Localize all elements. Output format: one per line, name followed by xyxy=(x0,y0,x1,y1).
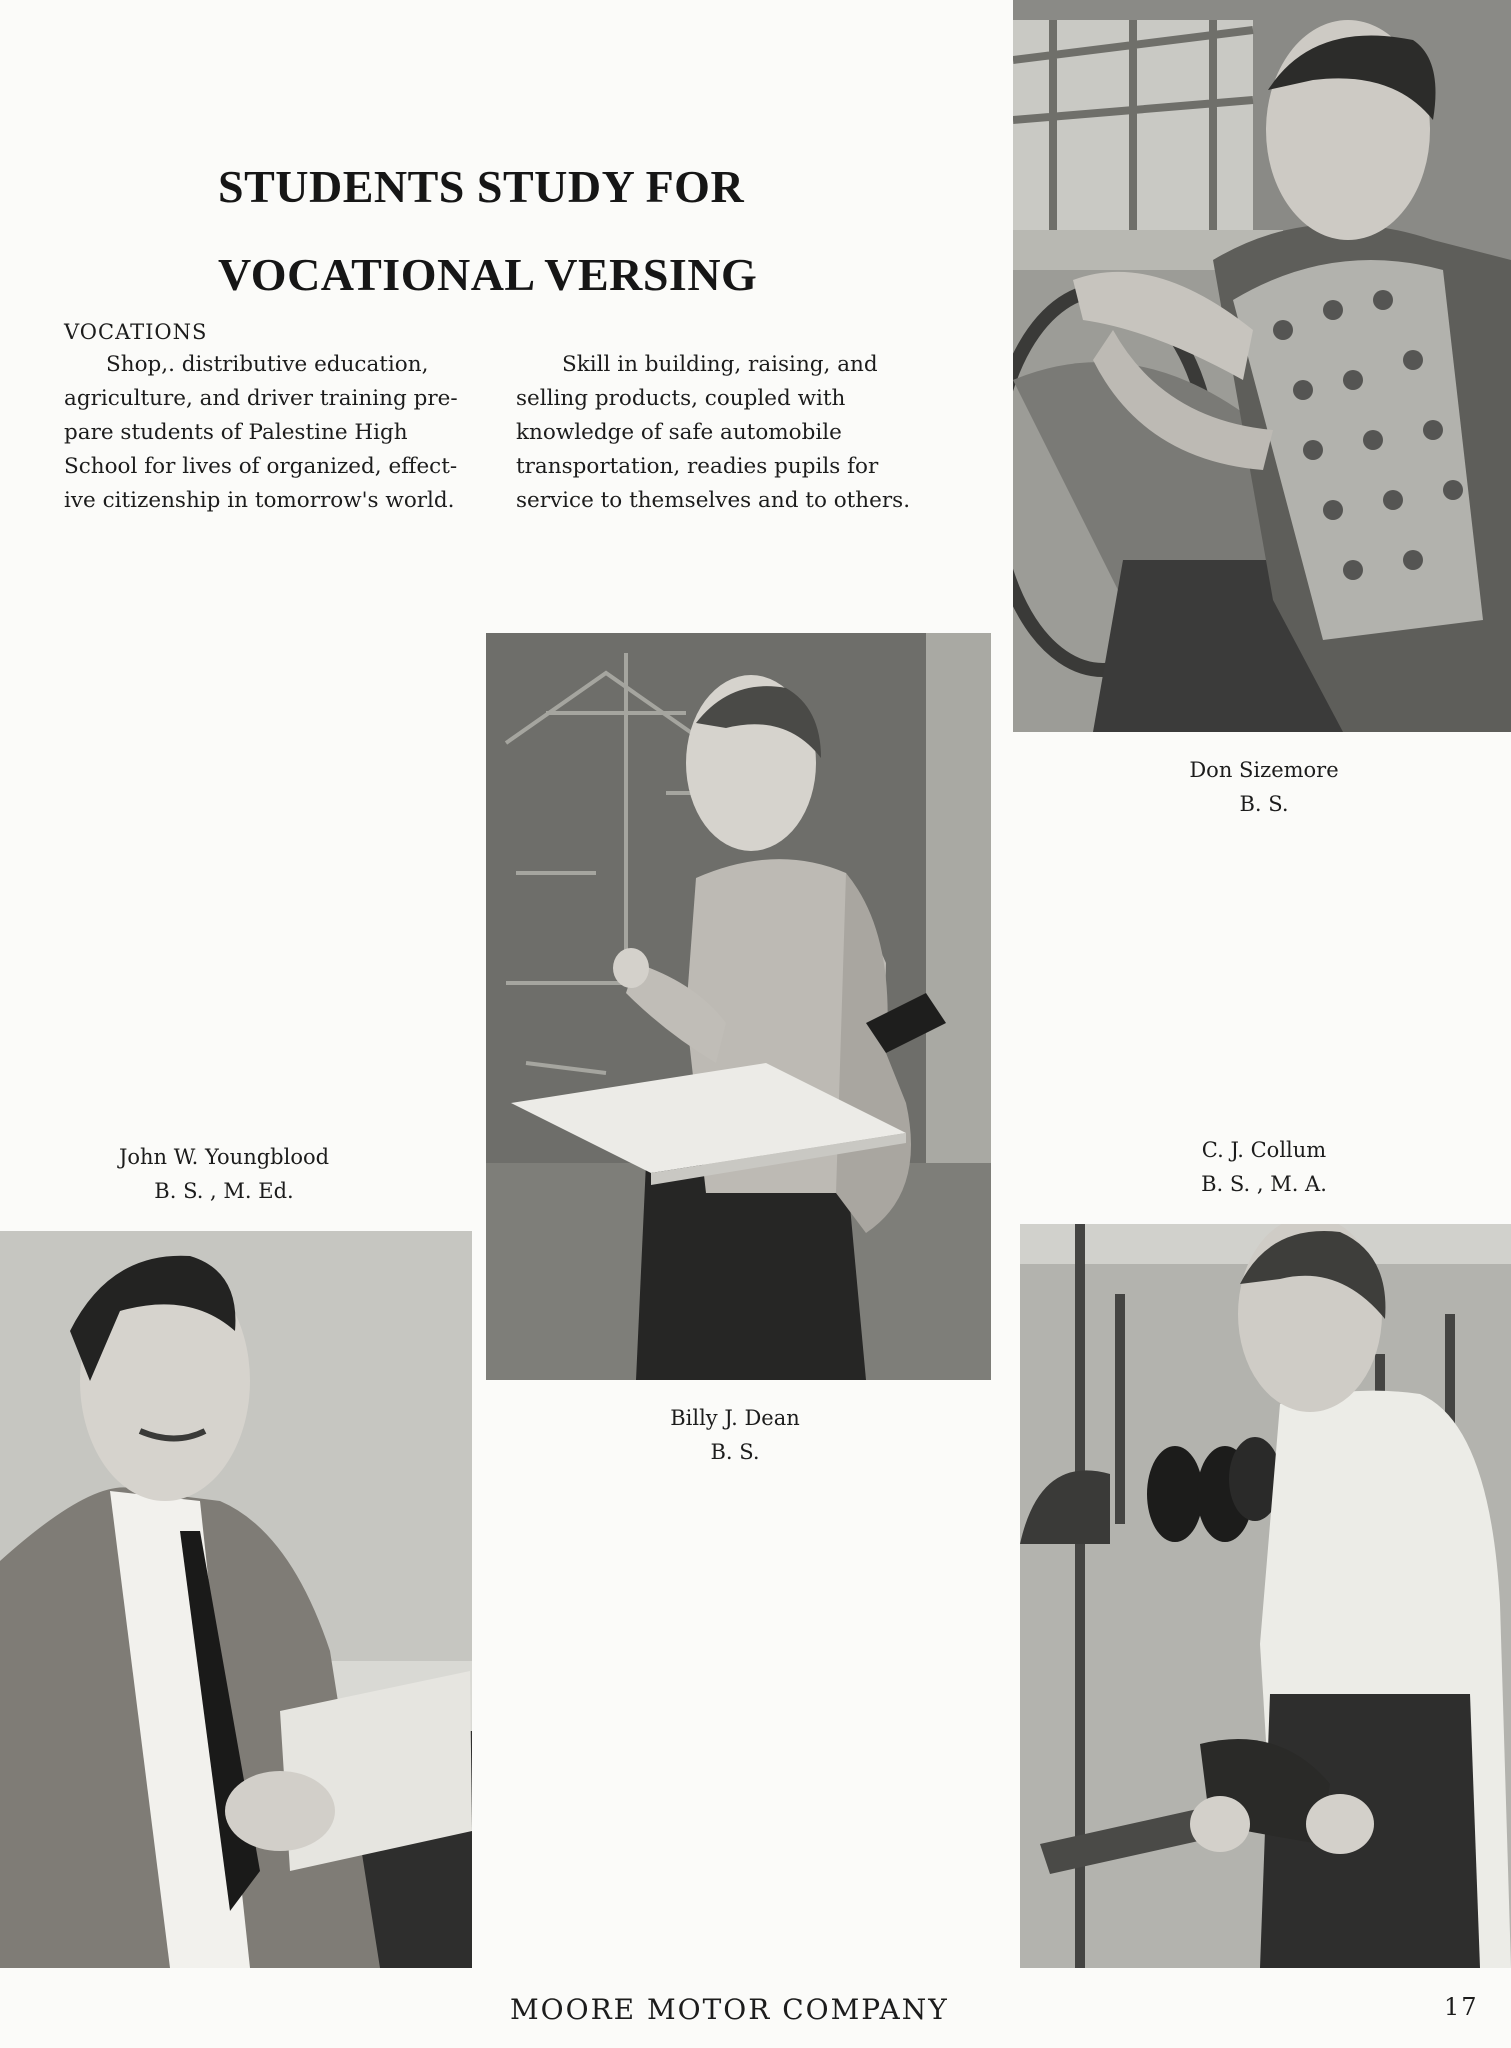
section-label: VOCATIONS xyxy=(64,320,208,344)
caption-billy-dean xyxy=(605,1401,865,1469)
photo-cj-collum xyxy=(1020,1224,1511,1968)
caption-john-youngblood xyxy=(84,1140,364,1208)
staff-name: C. J. Collum xyxy=(1201,1138,1327,1162)
photo-don-sizemore-art xyxy=(1013,0,1511,732)
photo-don-sizemore xyxy=(1013,0,1511,732)
caption-don-sizemore xyxy=(1134,753,1394,821)
intro-column-2-line: transportation, readies pupils for xyxy=(516,454,879,479)
intro-column-1-line: agriculture, and driver training pre- xyxy=(64,386,458,411)
photo-billy-dean xyxy=(486,633,991,1380)
caption-cj-collum xyxy=(1134,1133,1394,1201)
staff-degree: B. S. xyxy=(1239,792,1289,816)
intro-column-2-line: selling products, coupled with xyxy=(516,386,846,411)
intro-column-2-line: service to themselves and to others. xyxy=(516,488,911,513)
staff-degree: B. S. , M. Ed. xyxy=(154,1179,294,1203)
intro-column-2 xyxy=(516,348,946,518)
intro-column-1-line: pare students of Palestine High xyxy=(64,420,408,445)
photo-billy-dean-art xyxy=(486,633,991,1380)
photo-john-youngblood-art xyxy=(0,1231,472,1968)
page-title-line-2: VOCATIONAL VERSING xyxy=(218,249,758,300)
staff-degree: B. S. xyxy=(710,1440,760,1464)
intro-column-2-line: knowledge of safe automobile xyxy=(516,420,842,445)
footer-sponsor: MOORE MOTOR COMPANY xyxy=(510,1993,949,2026)
intro-column-1-line: School for lives of organized, effect- xyxy=(64,454,458,479)
photo-cj-collum-art xyxy=(1020,1224,1511,1968)
page-title-line-1: STUDENTS STUDY FOR xyxy=(218,161,745,212)
intro-column-2-line: Skill in building, raising, and xyxy=(562,352,878,377)
staff-degree: B. S. , M. A. xyxy=(1201,1172,1327,1196)
intro-column-1 xyxy=(64,348,484,518)
intro-column-1-line: ive citizenship in tomorrow's world. xyxy=(64,488,455,513)
page-number: 17 xyxy=(1444,1993,1479,2021)
intro-column-1-line: Shop,. distributive education, xyxy=(106,352,429,377)
staff-name: John W. Youngblood xyxy=(118,1145,330,1169)
staff-name: Don Sizemore xyxy=(1189,758,1339,782)
staff-name: Billy J. Dean xyxy=(670,1406,800,1430)
photo-john-youngblood xyxy=(0,1231,472,1968)
